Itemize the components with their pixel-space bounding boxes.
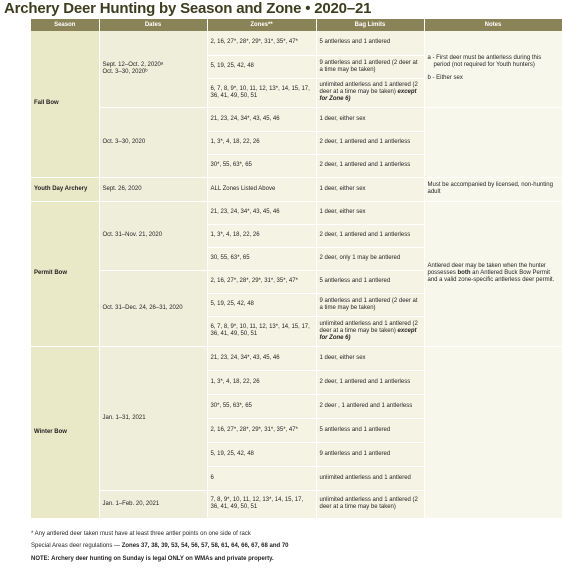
zones-cell: 21, 23, 24, 34*, 43, 45, 46 xyxy=(207,346,316,370)
bag-exception: except for Zone 6) xyxy=(319,327,417,341)
zones-cell: 30, 55, 63*, 65 xyxy=(207,247,316,270)
notes-cell xyxy=(424,107,562,177)
bag-text: unlimited antlerless and 1 antlered (2 deer at a time may be taken) xyxy=(319,320,418,334)
bag-limit-cell: 9 antlerless and 1 antlered xyxy=(316,442,424,466)
footnote-special-areas xyxy=(31,543,289,550)
note-line: b - Either sex xyxy=(427,75,463,82)
bag-limit-cell: unlimited antlerless and 1 antlered (2 deer at a time may be taken) xyxy=(316,490,424,518)
zones-cell: 6 xyxy=(207,466,316,490)
header-bag-limits: Bag Limits xyxy=(316,19,424,31)
bag-limit-cell: 1 deer, either sex xyxy=(316,201,424,224)
bag-exception: except for Zone 6) xyxy=(319,89,417,102)
header-zones: Zones** xyxy=(207,19,316,31)
zones-cell: 1, 3*, 4, 18, 22, 26 xyxy=(207,370,316,394)
zones-cell: 6, 7, 8, 9*, 10, 11, 12, 13*, 14, 15, 17, 36, 41, 49, 50, 51 xyxy=(207,78,316,107)
footnote-sunday-note: NOTE: Archery deer hunting on Sunday is legal ONLY on WMAs and private property. xyxy=(31,556,274,562)
dates-cell: Jan. 1–Feb. 20, 2021 xyxy=(99,490,207,518)
bag-limit-cell: 1 deer, either sex xyxy=(316,177,424,201)
bag-limit-cell: unlimited antlerless and 1 antlered xyxy=(316,466,424,490)
zones-cell: 21, 23, 24, 34*, 43, 45, 46 xyxy=(207,201,316,224)
bag-limit-cell: 1 deer, either sex xyxy=(316,346,424,370)
zones-cell: 7, 8, 9*, 10, 11, 12, 13*, 14, 15, 17, 36, 41, 49, 50, 51 xyxy=(207,490,316,518)
season-youth-day-archery: Youth Day Archery xyxy=(31,177,99,201)
dates-cell xyxy=(99,31,207,107)
bag-limit-cell: 5 antlerless and 1 antlered xyxy=(316,270,424,293)
season-winter-bow: Winter Bow xyxy=(31,346,99,518)
page-title: Archery Deer Hunting by Season and Zone • 2020–21 xyxy=(4,0,372,17)
table-header-row xyxy=(31,19,562,31)
bag-limit-cell: 2 deer , 1 antlered and 1 antlerless xyxy=(316,394,424,418)
table-row xyxy=(31,31,562,55)
season-fall-bow: Fall Bow xyxy=(31,31,99,177)
zones-cell: 1, 3*, 4, 18, 22, 26 xyxy=(207,131,316,154)
note-text: Antlered deer may be taken when the hunter possesses xyxy=(427,263,546,276)
archery-season-table xyxy=(31,19,562,519)
bag-limit-cell xyxy=(316,316,424,346)
bag-limit-cell: 5 antlerless and 1 antlered xyxy=(316,31,424,55)
zones-cell: 5, 19, 25, 42, 48 xyxy=(207,293,316,316)
zones-cell: 6, 7, 8, 9*, 10, 11, 12, 13*, 14, 15, 17, 36, 41, 49, 50, 51 xyxy=(207,316,316,346)
notes-cell: Must be accompanied by licensed, non-hunting adult xyxy=(424,177,562,201)
bag-limit-cell: 2 deer, 1 antlered and 1 antlerless xyxy=(316,224,424,247)
footnote-antler-points: * Any antlered deer taken must have at least three antler points on one side of rack xyxy=(31,531,251,537)
season-permit-bow: Permit Bow xyxy=(31,201,99,346)
notes-cell xyxy=(424,31,562,107)
dates-cell: Oct. 31–Nov. 21, 2020 xyxy=(99,201,207,270)
bag-limit-cell: 9 antlerless and 1 antlered (2 deer at a time may be taken) xyxy=(316,55,424,78)
table-row xyxy=(31,177,562,201)
dates-line: Oct. 3–30, 2020ᵇ xyxy=(102,68,148,75)
zones-cell: 5, 19, 25, 42, 48 xyxy=(207,442,316,466)
table-row xyxy=(31,201,562,224)
footnote-zones: Zones 37, 38, 39, 53, 54, 56, 57, 58, 61, 64, 66, 67, 68 and 70 xyxy=(121,543,289,549)
bag-limit-cell: 2 deer, 1 antlered and 1 antlerless xyxy=(316,154,424,177)
zones-cell: 5, 19, 25, 42, 48 xyxy=(207,55,316,78)
footnote-text: Special Areas deer regulations — xyxy=(31,543,122,549)
table-row xyxy=(31,107,562,131)
bag-limit-cell: 1 deer, either sex xyxy=(316,107,424,131)
zones-cell: 2, 16, 27*, 28*, 29*, 31*, 35*, 47* xyxy=(207,418,316,442)
header-season: Season xyxy=(31,19,99,31)
bag-text: unlimited antlerless and 1 antlered (2 deer at a time may be taken) xyxy=(319,82,418,95)
zones-cell: 30*, 55, 63*, 65 xyxy=(207,154,316,177)
bag-limit-cell: 2 deer, only 1 may be antlered xyxy=(316,247,424,270)
bag-limit-cell: 2 deer, 1 antlered and 1 antlerless xyxy=(316,370,424,394)
zones-cell: 21, 23, 24, 34*, 43, 45, 46 xyxy=(207,107,316,131)
notes-cell xyxy=(424,201,562,346)
header-dates: Dates xyxy=(99,19,207,31)
bag-limit-cell: 9 antlerless and 1 antlered (2 deer at a time may be taken) xyxy=(316,293,424,316)
dates-cell: Oct. 3–30, 2020 xyxy=(99,107,207,177)
zones-cell: 30*, 55, 63*, 65 xyxy=(207,394,316,418)
table-row xyxy=(31,346,562,370)
zones-cell: 1, 3*, 4, 18, 22, 26 xyxy=(207,224,316,247)
header-notes: Notes xyxy=(424,19,562,31)
zones-cell: ALL Zones Listed Above xyxy=(207,177,316,201)
note-text: an Antlered Buck Bow Permit and a valid zone-specific antlerless deer permit. xyxy=(427,270,555,283)
dates-line: Sept. 12–Oct. 2, 2020ᵃ xyxy=(102,61,164,68)
bag-limit-cell xyxy=(316,78,424,107)
bag-limit-cell: 2 deer, 1 antlered and 1 antlerless xyxy=(316,131,424,154)
dates-cell: Oct. 31–Dec. 24, 26–31, 2020 xyxy=(99,270,207,346)
notes-cell xyxy=(424,346,562,518)
dates-cell: Jan. 1–31, 2021 xyxy=(99,346,207,490)
zones-cell: 2, 16, 27*, 28*, 29*, 31*, 35*, 47* xyxy=(207,270,316,293)
zones-cell: 2, 16, 27*, 28*, 29*, 31*, 35*, 47* xyxy=(207,31,316,55)
note-line: a - First deer must be antlerless during this period (not required for Youth hunters) xyxy=(427,55,542,69)
note-emphasis: both xyxy=(457,270,471,276)
dates-cell: Sept. 26, 2020 xyxy=(99,177,207,201)
bag-limit-cell: 5 antlerless and 1 antlered xyxy=(316,418,424,442)
